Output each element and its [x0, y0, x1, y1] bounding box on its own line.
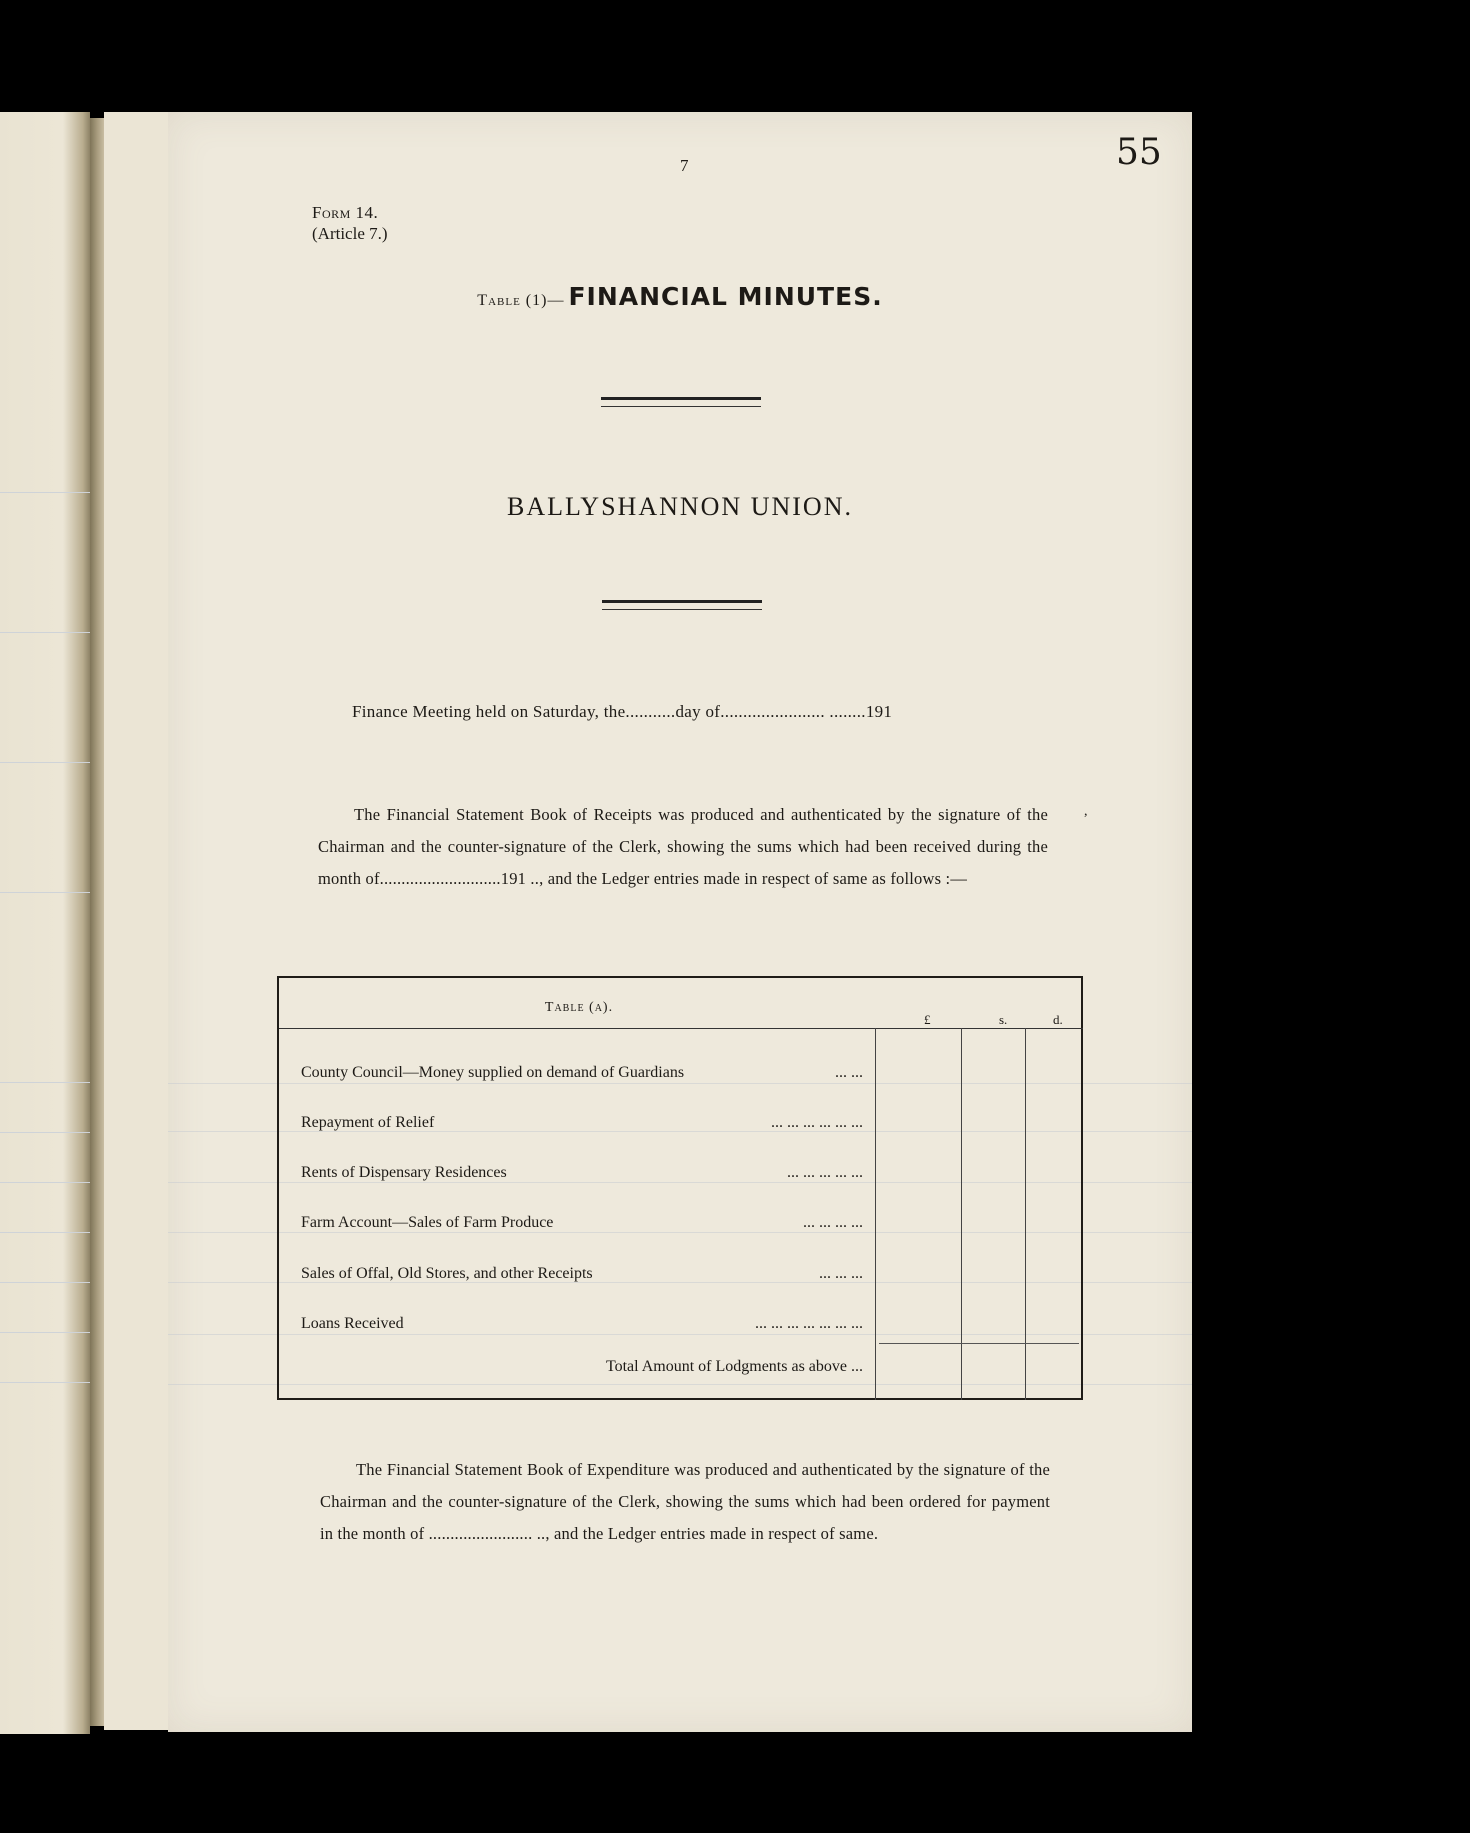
receipts-table	[277, 976, 1083, 1400]
receipts-paragraph	[318, 799, 1048, 895]
row-leader: ... ... ... ... ... ...	[771, 1114, 863, 1131]
column-shillings: s.	[999, 1012, 1008, 1027]
table-row	[301, 1214, 871, 1232]
title-main: FINANCIAL MINUTES.	[568, 282, 883, 311]
total-label: Total Amount of Lodgments as above ...	[605, 1358, 863, 1375]
column-divider	[1025, 1028, 1026, 1400]
page-stub	[104, 112, 176, 1730]
column-divider	[961, 1028, 962, 1400]
table-row	[301, 1265, 871, 1283]
table-row	[301, 1164, 871, 1182]
decorative-rule-bottom	[602, 600, 762, 610]
facing-left-page	[0, 112, 90, 1734]
column-pounds: £	[924, 1012, 931, 1027]
form-label: Form 14.	[312, 203, 379, 222]
title-prefix: Table (1)—	[477, 292, 565, 309]
row-label: Farm Account—Sales of Farm Produce	[301, 1214, 554, 1231]
table-row	[301, 1114, 871, 1132]
article-label: (Article 7.)	[312, 224, 388, 243]
folio-number: 55	[1116, 132, 1162, 173]
row-label: Sales of Offal, Old Stores, and other Receipts	[301, 1265, 593, 1282]
form-reference	[312, 202, 388, 244]
table-row	[301, 1064, 871, 1082]
book-gutter	[90, 118, 104, 1726]
row-leader: ... ... ...	[819, 1265, 863, 1282]
row-label: Rents of Dispensary Residences	[301, 1164, 507, 1181]
row-label: County Council—Money supplied on demand of Guardians	[301, 1064, 685, 1081]
expenditure-text: The Financial Statement Book of Expenditure was produced and authenticated by the signature of the Chairman and the counter-signature of the Clerk, showing the sums which had been ordered for payment in the month of ........................ .., and the Ledger entries made in respect of same.	[320, 1460, 1050, 1543]
row-leader: ... ... ... ...	[803, 1214, 863, 1231]
table-caption: Table (a).	[544, 1000, 614, 1015]
row-label: Repayment of Relief	[301, 1114, 435, 1131]
page-number: 7	[680, 156, 689, 175]
meeting-line: Finance Meeting held on Saturday, the...........day of....................... ........191	[352, 702, 893, 721]
column-pence: d.	[1053, 1012, 1063, 1027]
document-page	[168, 112, 1192, 1732]
row-label: Loans Received	[301, 1315, 404, 1332]
page-title	[168, 282, 1192, 311]
decorative-rule-top	[601, 397, 761, 407]
row-leader: ... ...	[835, 1064, 863, 1081]
column-divider	[875, 1028, 876, 1400]
row-leader: ... ... ... ... ... ... ...	[755, 1315, 863, 1332]
union-name: BALLYSHANNON UNION.	[507, 492, 853, 521]
receipts-text: The Financial Statement Book of Receipts was produced and authenticated by the signature of the Chairman and the counter-signature of the Clerk, showing the sums which had been received during the month of............................191 .., and the Ledger entries made in respect of same as follows :—	[318, 805, 1048, 888]
table-row	[301, 1315, 871, 1333]
expenditure-paragraph	[320, 1454, 1050, 1550]
margin-mark: ,	[1084, 804, 1088, 819]
header-rule	[279, 1028, 1083, 1029]
total-rule	[879, 1343, 1079, 1344]
row-leader: ... ... ... ... ...	[787, 1164, 863, 1181]
